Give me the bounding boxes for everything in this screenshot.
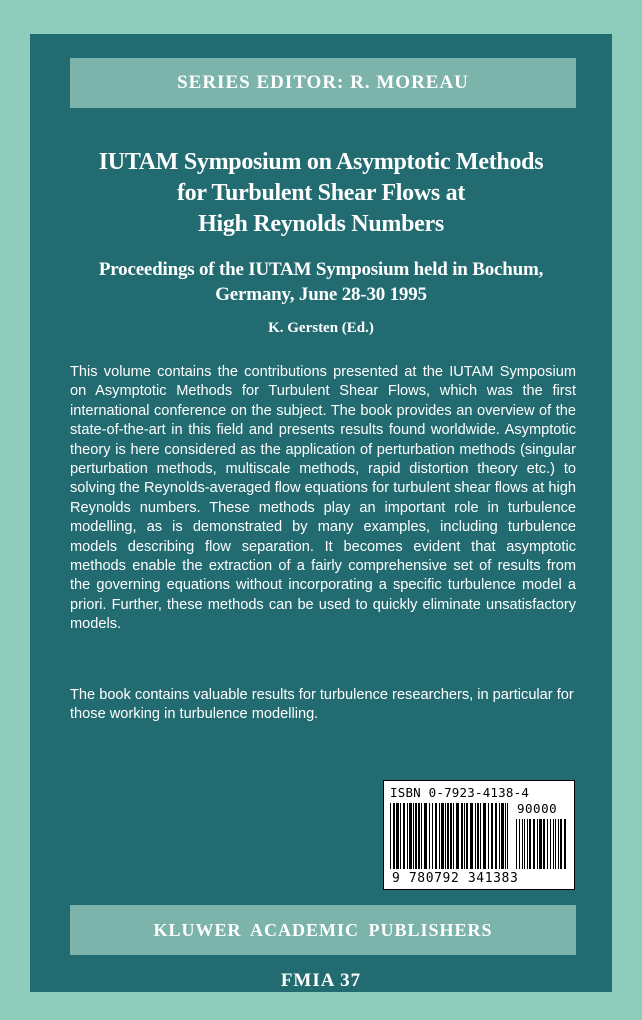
barcode-bar — [441, 803, 444, 869]
barcode-bar — [491, 803, 493, 869]
ean-barcode-bars — [390, 803, 510, 871]
barcode-bar — [507, 803, 508, 869]
barcode-bar — [519, 819, 520, 869]
barcode-bar — [533, 819, 535, 869]
barcode-bar — [435, 803, 437, 869]
barcode-bar — [529, 819, 531, 869]
barcode-bar — [447, 803, 449, 869]
abstract-paragraph-1: This volume contains the contributions presented at the IUTAM Symposium on Asymptotic Methods for Turbulent Shear Flows, which was the first international conference on the subject. The book provides an overview of the state-of-the-art in this field and presents results found worldwide. Asymptotic theory is here considered as the application of perturbation methods (singular perturbation methods, multiscale methods, rapid distortion theory etc.) to solving the Reynolds-averaged flow equations for turbulent shear flows at high Reynolds numbers. These methods play an important role in turbulence modelling, as is demonstrated by many examples, including turbulence models describing flow separation. It becomes evident that asymptotic methods enable the extraction of a fairly comprehensive set of results from the governing equations without incorporating a specific turbulence model a priori. Further, these methods can be used to quickly eliminate unsatisfactory models. — [70, 364, 576, 633]
isbn-number: ISBN 0-7923-4138-4 — [390, 785, 530, 800]
barcode-bar — [539, 819, 542, 869]
barcode-bar — [439, 803, 440, 869]
barcode-bar — [415, 803, 417, 869]
barcode-bar — [396, 803, 399, 869]
publisher-banner — [70, 905, 576, 955]
barcode-bar — [501, 803, 504, 869]
barcode-bar — [409, 803, 412, 869]
barcode-bar — [445, 803, 446, 869]
series-code: FMIA 37 — [280, 970, 362, 991]
barcode-bar — [553, 819, 554, 869]
barcode-bar — [505, 803, 506, 869]
barcode-bar — [456, 803, 459, 869]
barcode-bar — [495, 803, 497, 869]
barcode-bar — [466, 803, 468, 869]
barcode-bar — [418, 803, 420, 869]
title-line: for Turbulent Shear Flows at — [176, 180, 466, 206]
publisher-name: KLUWER ACADEMIC PUBLISHERS — [153, 919, 493, 940]
barcode-bar — [483, 803, 486, 869]
isbn-barcode — [383, 780, 575, 890]
barcode-bar — [424, 803, 427, 869]
barcode-bar — [543, 819, 545, 869]
subtitle-line: Germany, June 28-30 1995 — [215, 284, 427, 305]
barcode-bar — [560, 819, 562, 869]
book-subtitle — [40, 257, 602, 307]
barcode-bar — [461, 803, 463, 869]
barcode-bar — [470, 803, 473, 869]
supplement-barcode-bars — [516, 819, 568, 871]
book-editor: K. Gersten (Ed.) — [268, 320, 374, 336]
barcode-bar — [453, 803, 454, 869]
abstract-paragraph-2: The book contains valuable results for turbulence researchers, in particular for those working in turbulence modelling. — [70, 687, 574, 723]
subtitle-line: Proceedings of the IUTAM Symposium held in Bochum, — [98, 259, 544, 280]
barcode-bar — [477, 803, 479, 869]
barcode-bar — [480, 803, 481, 869]
barcode-bar — [488, 803, 489, 869]
barcode-bar — [499, 803, 500, 869]
barcode-bar — [550, 819, 551, 869]
barcode-bar — [547, 819, 548, 869]
barcode-bar — [564, 819, 566, 869]
book-title — [40, 147, 602, 240]
title-line: IUTAM Symposium on Asymptotic Methods — [98, 149, 544, 175]
ean-number: 9 780792 341383 — [392, 871, 519, 886]
barcode-bar — [475, 803, 476, 869]
barcode-bar — [450, 803, 452, 869]
barcode-bar — [432, 803, 433, 869]
barcode-bar — [413, 803, 414, 869]
barcode-bar — [390, 803, 391, 869]
price-code: 90000 — [517, 801, 558, 816]
barcode-bar — [522, 819, 523, 869]
series-editor-text: SERIES EDITOR: R. MOREAU — [177, 72, 469, 93]
barcode-bar — [555, 819, 556, 869]
barcode-bar — [393, 803, 395, 869]
barcode-bar — [537, 819, 538, 869]
title-line: High Reynolds Numbers — [198, 211, 444, 237]
barcode-bar — [421, 803, 422, 869]
barcode-bar — [400, 803, 401, 869]
series-editor-banner — [70, 58, 576, 108]
barcode-bar — [524, 819, 525, 869]
barcode-bar — [527, 819, 528, 869]
barcode-bar — [403, 803, 405, 869]
barcode-bar — [407, 803, 408, 869]
barcode-bar — [429, 803, 430, 869]
barcode-bar — [516, 819, 517, 869]
barcode-bar — [558, 819, 559, 869]
barcode-bar — [464, 803, 465, 869]
